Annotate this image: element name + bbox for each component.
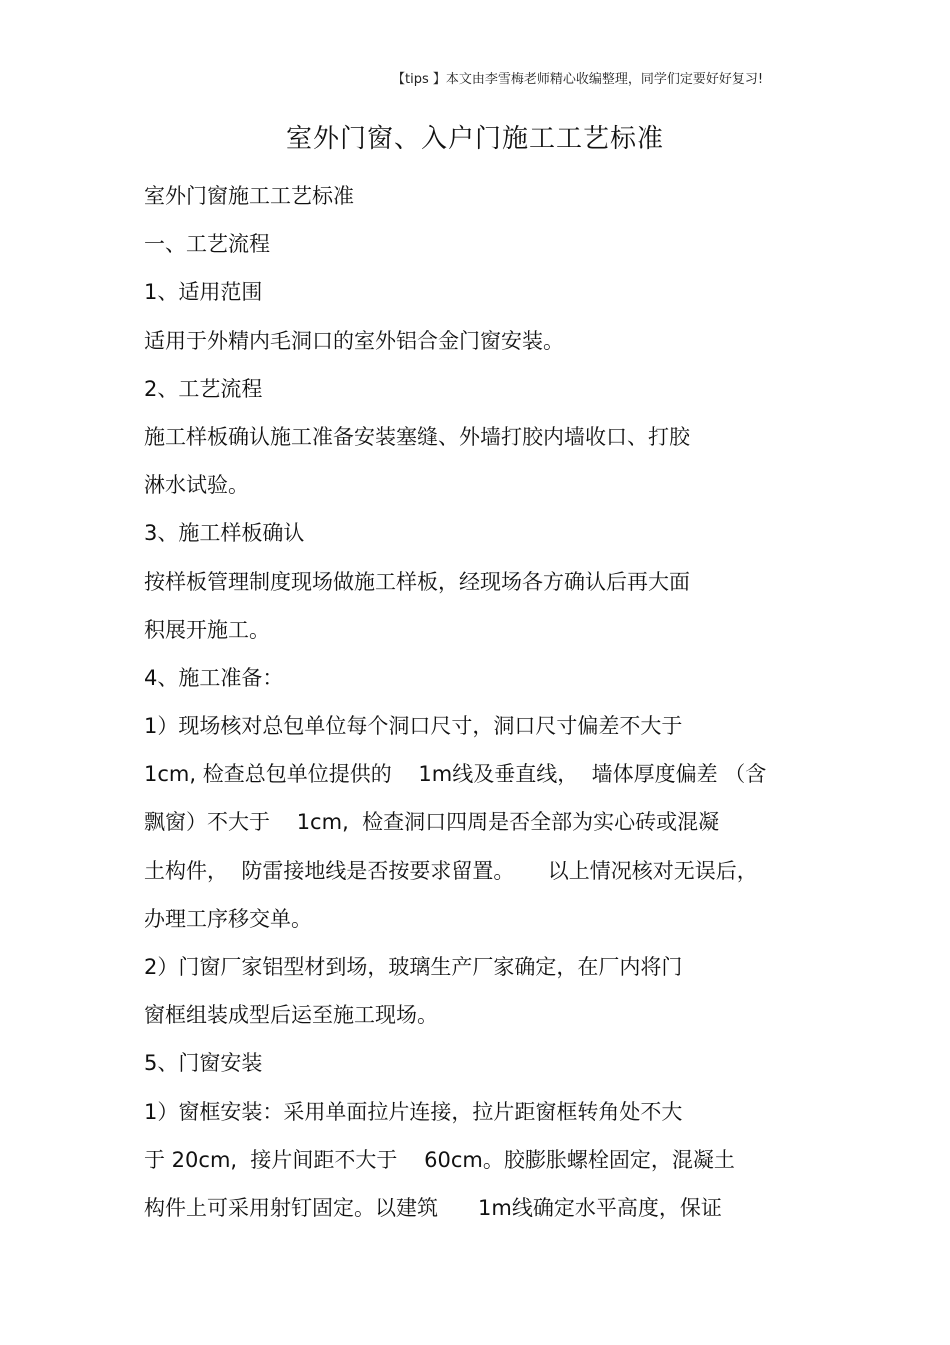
document-title: 室外门窗、入户门施工工艺标准 [285,124,664,154]
paragraph-line: 淋水试验。 [144,473,249,498]
paragraph-line: 1）窗框安装：采用单面拉片连接，拉片距窗框转角处不大 [144,1099,683,1124]
paragraph-line: 飘窗）不大于 1cm, 检查洞口四周是否全部为实心砖或混凝 [144,810,720,835]
paragraph-line: 构件上可采用射钉固定。以建筑 1m线确定水平高度，保证 [144,1195,722,1220]
section-heading: 一、工艺流程 [144,232,270,257]
paragraph-line: 1cm, 检查总包单位提供的 1m线及垂直线， 墙体厚度偏差 （含 [144,762,767,787]
paragraph-line: 施工样板确认施工准备安装塞缝、外墙打胶内墙收口、打胶 [144,424,690,449]
header-tips: 【tips 】本文由李雪梅老师精心收编整理，同学们定要好好复习! [392,72,764,87]
subsection-heading: 3、施工样板确认 [144,521,305,546]
document-body [144,176,844,1236]
paragraph-line: 土构件， 防雷接地线是否按要求留置。 以上情况核对无误后， [144,858,758,883]
paragraph-line: 2）门窗厂家铝型材到场，玻璃生产厂家确定，在厂内将门 [144,955,683,979]
subsection-heading: 4、施工准备： [144,665,284,690]
paragraph-line: 按样板管理制度现场做施工样板，经现场各方确认后再大面 [144,569,690,594]
paragraph-line: 窗框组装成型后运至施工现场。 [144,1003,438,1028]
subsection-heading: 2、工艺流程 [144,376,263,401]
paragraph-line: 1）现场核对总包单位每个洞口尺寸，洞口尺寸偏差不大于 [144,714,683,739]
paragraph-line: 于 20cm, 接片间距不大于 60cm。胶膨胀螺栓固定，混凝土 [144,1147,735,1172]
paragraph-line: 办理工序移交单。 [144,906,312,931]
paragraph-line: 积展开施工。 [144,617,270,642]
section-heading: 室外门窗施工工艺标准 [144,184,354,208]
subsection-heading: 1、适用范围 [144,280,263,305]
paragraph-line: 适用于外精内毛洞口的室外铝合金门窗安装。 [144,328,564,353]
subsection-heading: 5、门窗安装 [144,1051,263,1076]
